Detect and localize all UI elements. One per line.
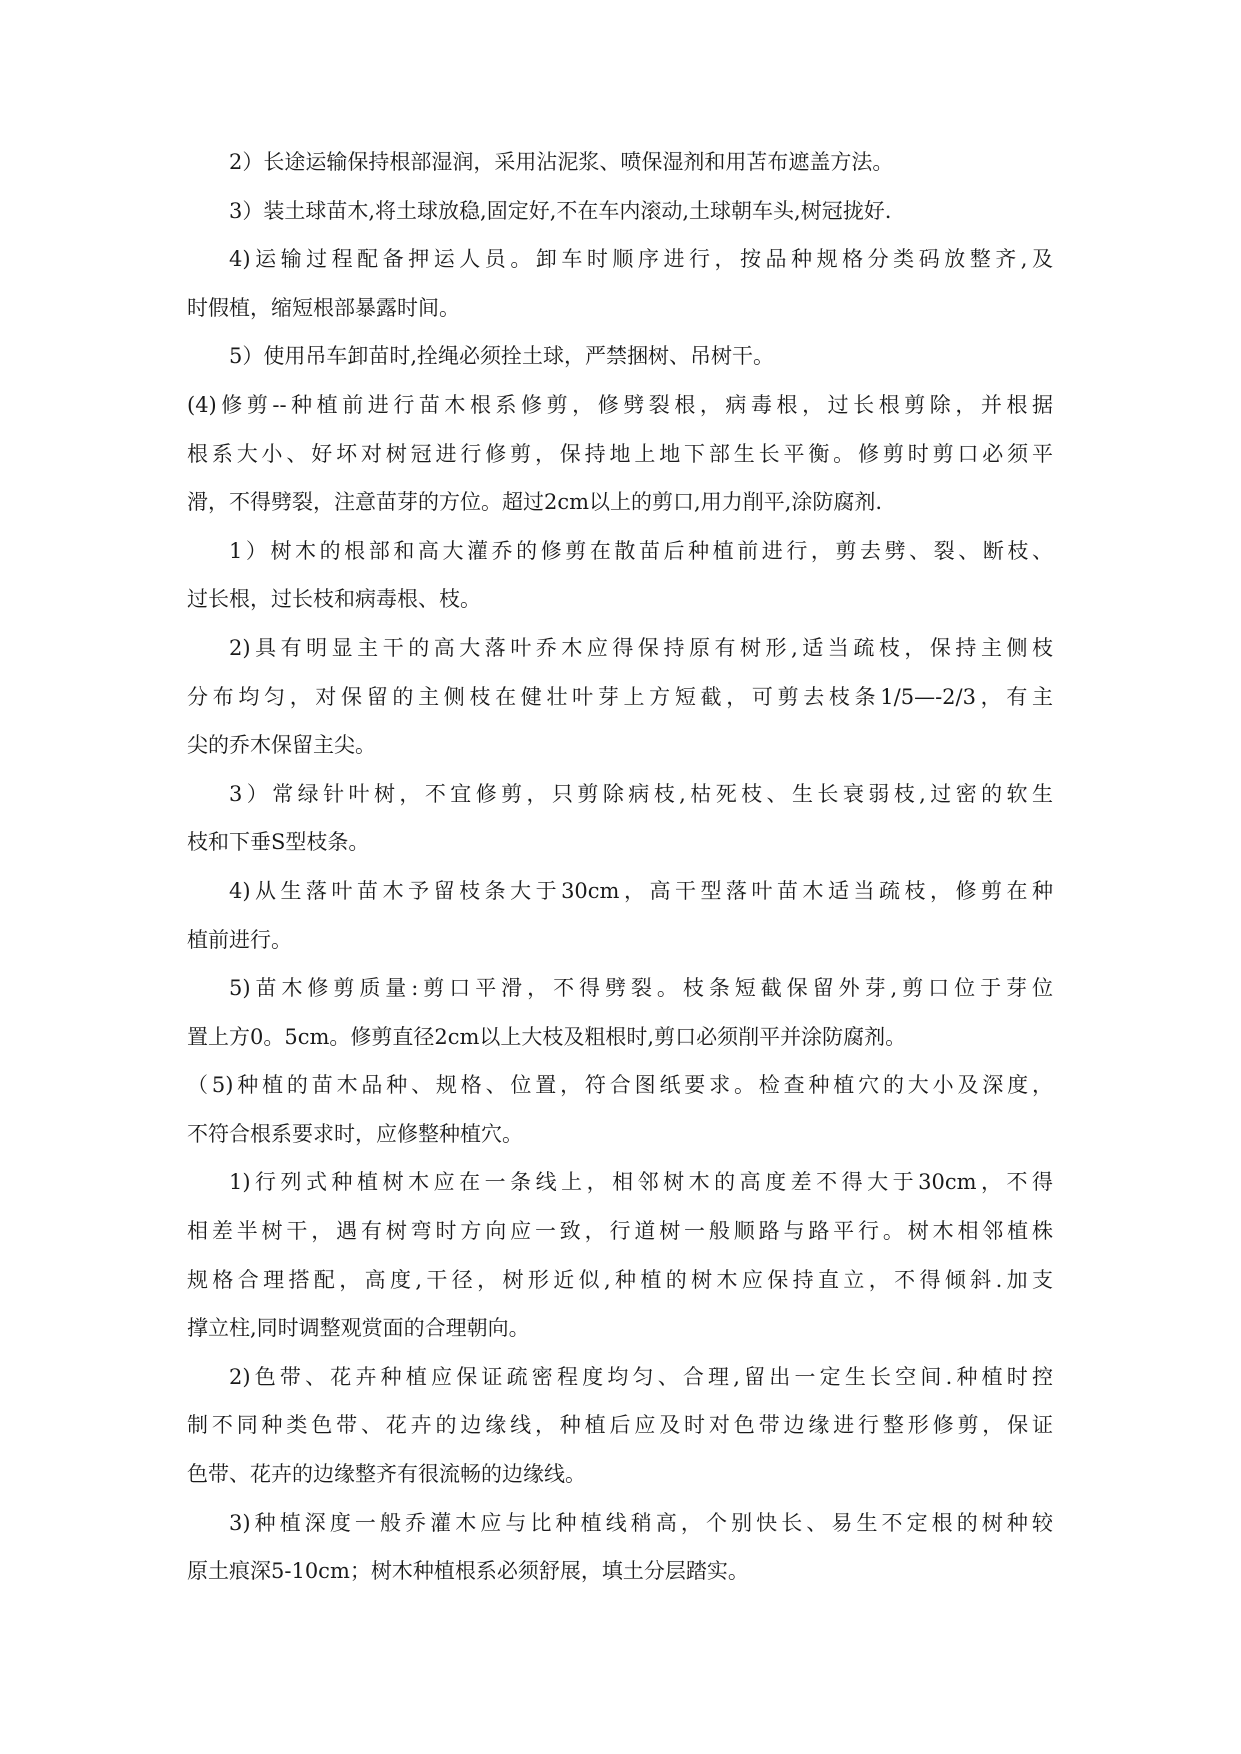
text-line: 3)种植深度一般乔灌木应与比种植线稍高，个别快长、易生不定根的树种较: [229, 1510, 1053, 1535]
text-line: 尖的乔木保留主尖。: [187, 733, 376, 758]
text-line: 制不同种类色带、花卉的边缘线，种植后应及时对色带边缘进行整形修剪，保证: [187, 1413, 1053, 1438]
text-line: 不符合根系要求时，应修整种植穴。: [187, 1121, 523, 1146]
text-line: 5）使用吊车卸苗时,拴绳必须拴土球，严禁捆树、吊树干。: [229, 344, 775, 369]
section-heading-line: （5)种植的苗木品种、规格、位置，符合图纸要求。检查种植穴的大小及深度，: [187, 1073, 1053, 1098]
text-line: 1)行列式种植树木应在一条线上，相邻树木的高度差不得大于30cm，不得: [229, 1170, 1053, 1195]
text-line: 2）长途运输保持根部湿润，采用沾泥浆、喷保湿剂和用苫布遮盖方法。: [229, 150, 894, 174]
text-line: 分布均匀，对保留的主侧枝在健壮叶芽上方短截，可剪去枝条1/5—-2/3，有主: [187, 684, 1053, 709]
text-line: 2)色带、花卉种植应保证疏密程度均匀、合理,留出一定生长空间.种植时控: [229, 1364, 1053, 1389]
text-line: 根系大小、好坏对树冠进行修剪，保持地上地下部生长平衡。修剪时剪口必须平: [187, 441, 1053, 466]
text-line: 滑，不得劈裂，注意苗芽的方位。超过2cm以上的剪口,用力削平,涂防腐剂.: [187, 490, 883, 515]
text-line: 1）树木的根部和高大灌乔的修剪在散苗后种植前进行，剪去劈、裂、断枝、: [229, 538, 1053, 563]
text-line: 枝和下垂S型枝条。: [187, 830, 370, 855]
text-line: 时假植，缩短根部暴露时间。: [187, 295, 460, 320]
text-line: 色带、花卉的边缘整齐有很流畅的边缘线。: [187, 1462, 586, 1487]
section-heading-line: (4)修剪--种植前进行苗木根系修剪，修劈裂根，病毒根，过长根剪除，并根据: [187, 392, 1053, 417]
text-line: 规格合理搭配，高度,干径，树形近似,种植的树木应保持直立，不得倾斜.加支: [187, 1267, 1053, 1292]
text-line: 5)苗木修剪质量:剪口平滑，不得劈裂。枝条短截保留外芽,剪口位于芽位: [229, 976, 1053, 1001]
text-line: 3）装土球苗木,将土球放稳,固定好,不在车内滚动,土球朝车头,树冠拢好.: [229, 198, 892, 223]
text-line: 4)运输过程配备押运人员。卸车时顺序进行，按品种规格分类码放整齐,及: [229, 247, 1053, 272]
text-line: 2)具有明显主干的高大落叶乔木应得保持原有树形,适当疏枝，保持主侧枝: [229, 635, 1053, 660]
text-line: 相差半树干，遇有树弯时方向应一致，行道树一般顺路与路平行。树木相邻植株: [187, 1219, 1053, 1244]
text-line: 原土痕深5-10cm；树木种植根系必须舒展，填土分层踏实。: [187, 1559, 749, 1584]
text-line: 置上方0。5cm。修剪直径2cm以上大枝及粗根时,剪口必须削平并涂防腐剂。: [187, 1024, 907, 1049]
document-page: [187, 146, 1053, 1604]
text-line: 3）常绿针叶树，不宜修剪，只剪除病枝,枯死枝、生长衰弱枝,过密的软生: [229, 781, 1053, 806]
text-line: 撑立柱,同时调整观赏面的合理朝向。: [187, 1316, 530, 1341]
text-line: 植前进行。: [187, 927, 292, 952]
text-line: 过长根，过长枝和病毒根、枝。: [187, 587, 481, 612]
text-line: 4)从生落叶苗木予留枝条大于30cm，高干型落叶苗木适当疏枝，修剪在种: [229, 878, 1053, 903]
